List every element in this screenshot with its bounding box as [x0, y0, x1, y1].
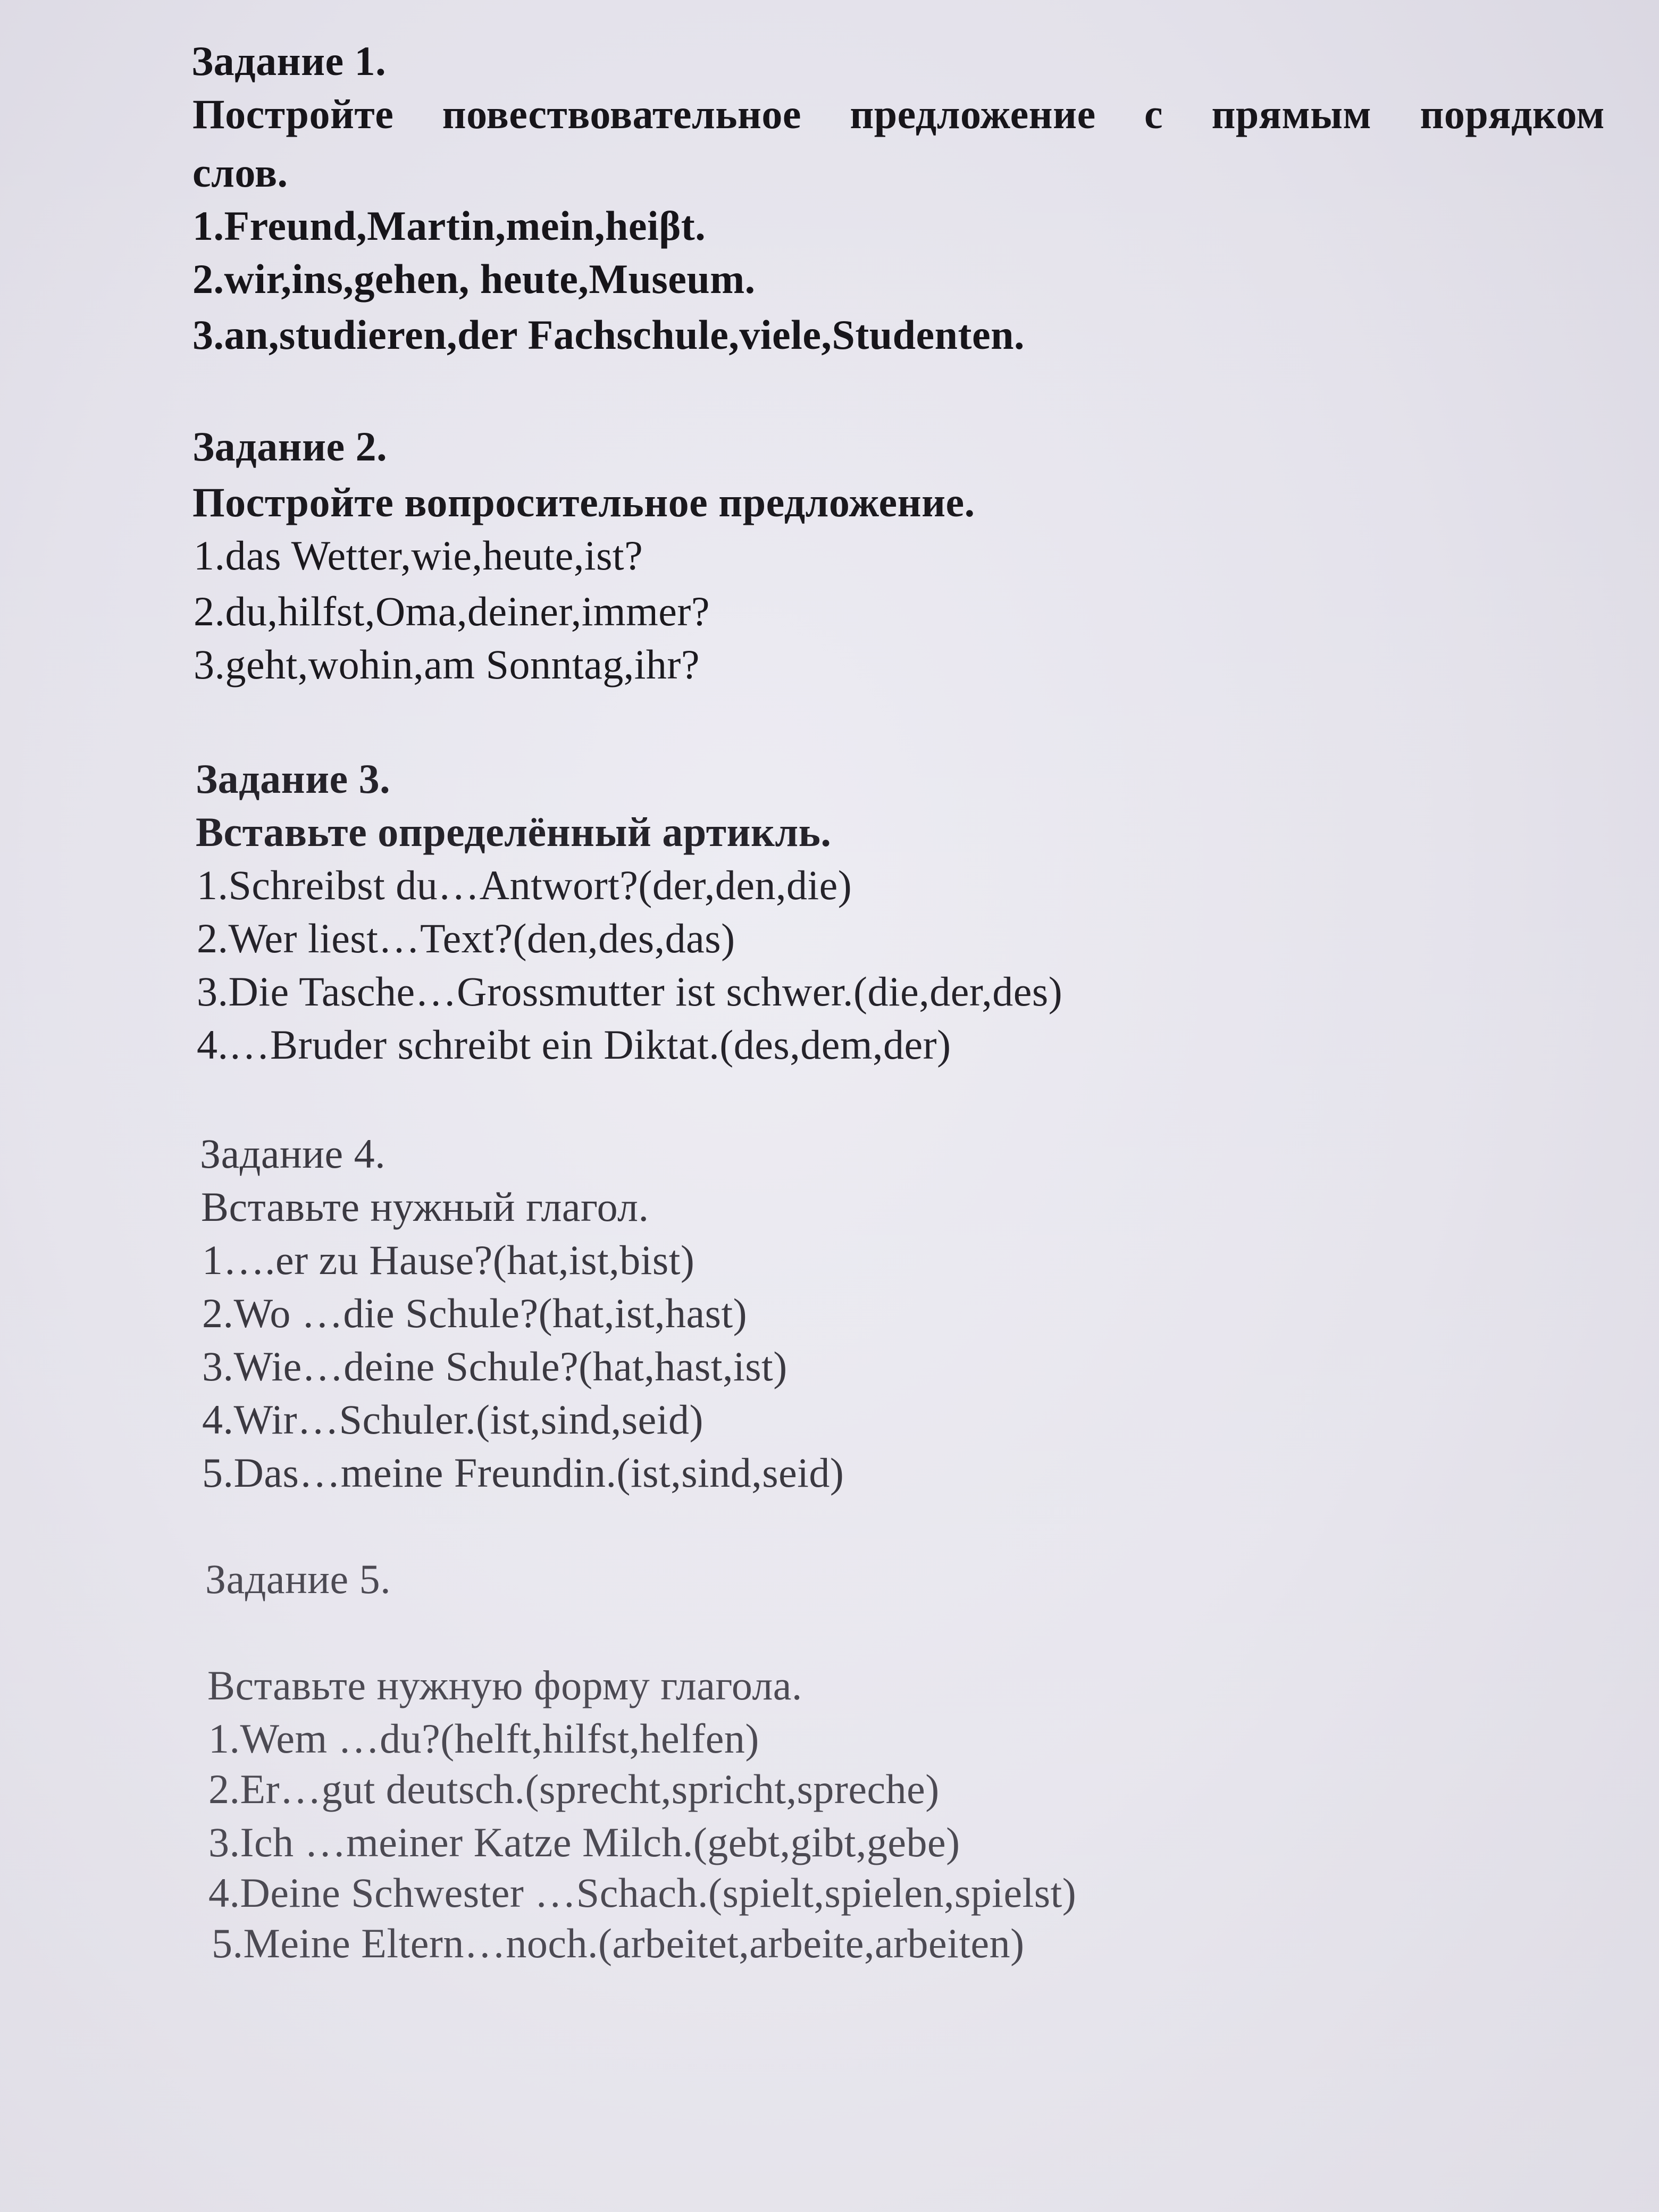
exercise-item: 1.Schreibst du…Antwort?(der,den,die) — [197, 862, 852, 908]
task-instruction: Постройте вопросительное предложение. — [192, 479, 975, 525]
task-heading: Задание 1. — [191, 38, 387, 84]
exercise-item: 4.…Bruder schreibt ein Diktat.(des,dem,der) — [197, 1021, 951, 1068]
task-instruction: Вставьте нужную форму глагола. — [207, 1662, 802, 1708]
task-instruction: Постройте повествовательное предложение с прямым порядком — [192, 91, 1605, 137]
exercise-item: 3.an,studieren,der Fachschule,viele,Studenten. — [192, 312, 1025, 358]
exercise-item: 1….er zu Hause?(hat,ist,bist) — [202, 1237, 695, 1283]
exercise-item: 2.Wo …die Schule?(hat,ist,hast) — [202, 1290, 748, 1336]
task-heading: Задание 3. — [196, 756, 391, 802]
exercise-item: 4.Deine Schwester …Schach.(spielt,spielen,spielst) — [208, 1870, 1077, 1916]
task-instruction: Вставьте нужный глагол. — [201, 1184, 649, 1230]
task-heading: Задание 4. — [200, 1130, 386, 1177]
exercise-item: 5.Das…meine Freundin.(ist,sind,seid) — [202, 1449, 844, 1496]
exercise-item: 3.geht,wohin,am Sonntag,ihr? — [194, 641, 700, 688]
exercise-item: 3.Wie…deine Schule?(hat,hast,ist) — [202, 1343, 787, 1389]
exercise-item: 1.Wem …du?(helft,hilfst,helfen) — [208, 1715, 759, 1762]
exercise-item: 2.du,hilfst,Oma,deiner,immer? — [194, 588, 710, 634]
exercise-item: 3.Ich …meiner Katze Milch.(gebt,gibt,gebe) — [208, 1819, 960, 1865]
exercise-item: 2.wir,ins,gehen, heute,Museum. — [192, 256, 756, 302]
task-instruction: Вставьте определённый артикль. — [196, 809, 832, 855]
exercise-item: 2.Wer liest…Text?(den,des,das) — [197, 915, 735, 961]
exercise-item: 3.Die Tasche…Grossmutter ist schwer.(die,der,des) — [197, 968, 1063, 1015]
task-instruction-continued: слов. — [192, 149, 288, 196]
exercise-item: 4.Wir…Schuler.(ist,sind,seid) — [202, 1396, 703, 1443]
exercise-item: 5.Meine Eltern…noch.(arbeitet,arbeite,arbeiten) — [212, 1920, 1025, 1966]
exercise-item: 2.Er…gut deutsch.(sprecht,spricht,spreche) — [208, 1766, 940, 1812]
exercise-item: 1.Freund,Martin,mein,heiβt. — [192, 203, 706, 249]
exercise-item: 1.das Wetter,wie,heute,ist? — [194, 532, 643, 579]
task-heading: Задание 2. — [192, 423, 388, 470]
task-heading: Задание 5. — [205, 1556, 391, 1602]
